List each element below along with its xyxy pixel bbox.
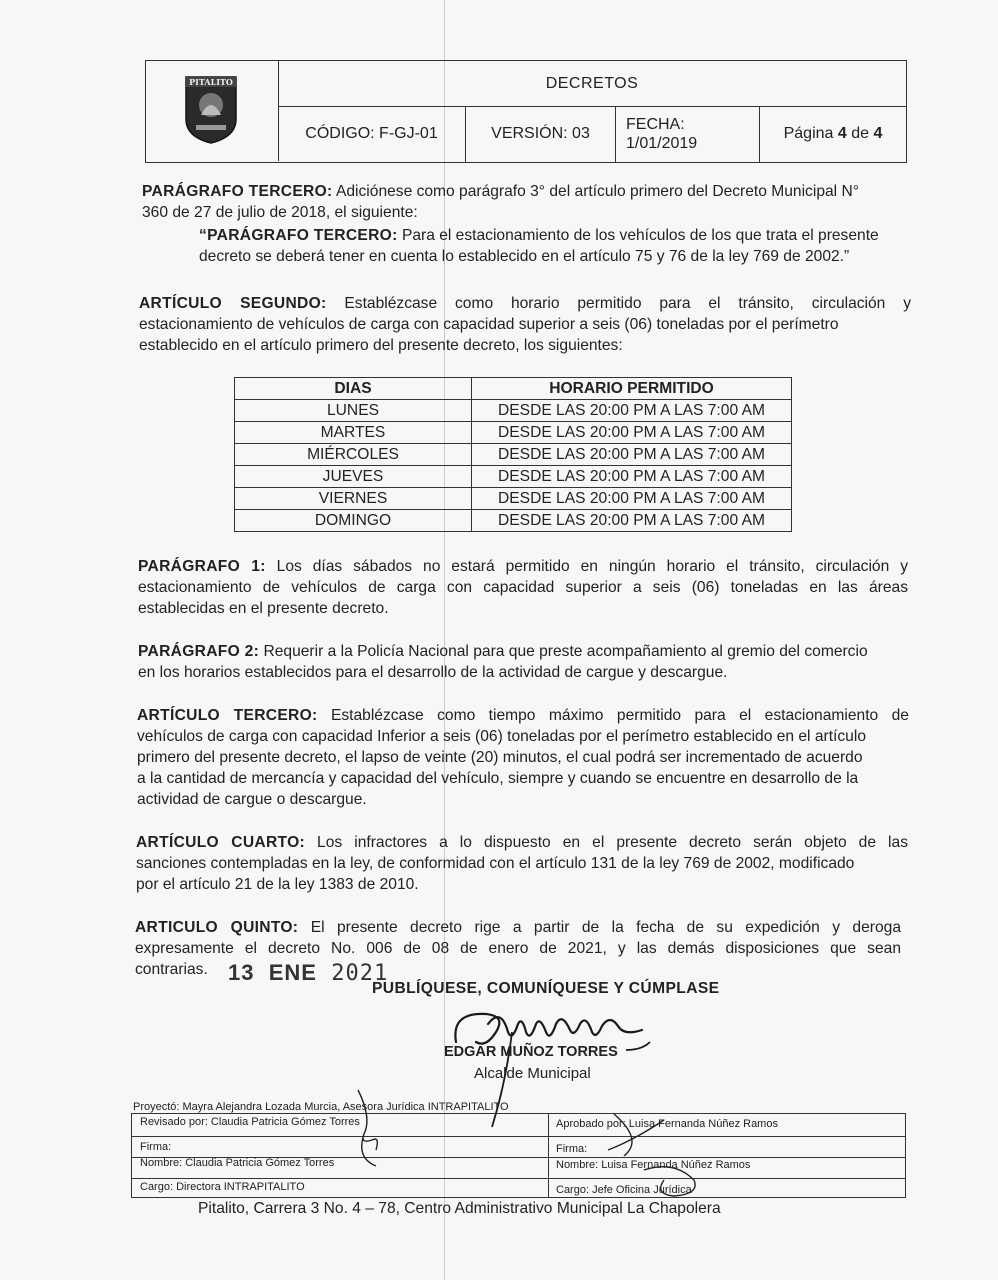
cargo-left: Cargo: Directora INTRAPITALITO xyxy=(140,1181,305,1193)
paragrafo-1-line1: Los días sábados no estará permitido en ningún horario el tránsito, circulación y xyxy=(265,558,908,575)
schedule-table xyxy=(234,377,792,532)
articulo-cuarto-line1: Los infractores a lo dispuesto en el presente decreto serán objeto de las xyxy=(305,834,908,851)
paragrafo-2-heading: PARÁGRAFO 2: xyxy=(138,643,260,660)
articulo-quinto-heading: ARTICULO QUINTO: xyxy=(135,919,299,936)
logo-text: PITALITO xyxy=(189,77,233,87)
pagina-number: 4 xyxy=(837,125,847,142)
col-horario: HORARIO PERMITIDO xyxy=(472,378,792,400)
fecha-value: 1/01/2019 xyxy=(626,135,698,152)
articulo-quinto-line3: contrarias. xyxy=(135,961,208,978)
signatory-role: Alcalde Municipal xyxy=(474,1065,591,1082)
paragrafo-1-heading: PARÁGRAFO 1: xyxy=(138,558,266,575)
codigo-cell: CÓDIGO: F-GJ-01 xyxy=(278,106,466,162)
paragrafo-2-line1: Requerir a la Policía Nacional para que preste acompañamiento al gremio del comercio xyxy=(259,643,868,660)
horario-cell: DESDE LAS 20:00 PM A LAS 7:00 AM xyxy=(472,422,792,444)
col-dias: DIAS xyxy=(235,378,472,400)
version-cell: VERSIÓN: 03 xyxy=(466,106,616,162)
articulo-tercero-heading: ARTÍCULO TERCERO: xyxy=(137,707,318,724)
articulo-cuarto-heading: ARTÍCULO CUARTO: xyxy=(136,834,306,851)
horario-cell: DESDE LAS 20:00 PM A LAS 7:00 AM xyxy=(472,466,792,488)
paragrafo-1-line2: estacionamiento de vehículos de carga con capacidad superior a seis (06) toneladas en las áreas xyxy=(138,579,908,596)
horario-cell: DESDE LAS 20:00 PM A LAS 7:00 AM xyxy=(472,400,792,422)
articulo-segundo-line2: estacionamiento de vehículos de carga con capacidad superior a seis (06) toneladas por el perímetro xyxy=(139,316,839,333)
articulo-segundo-line3: establecido en el artículo primero del presente decreto, los siguientes: xyxy=(139,337,623,354)
articulo-tercero-line1: Establézcase como tiempo máximo permitido para el estacionamiento de xyxy=(317,707,909,724)
articulo-cuarto-line3: por el artículo 21 de la ley 1383 de 2010. xyxy=(136,876,419,893)
articulo-tercero xyxy=(137,705,909,810)
paragrafo-tercero-line2: 360 de 27 de julio de 2018, el siguiente: xyxy=(142,204,418,221)
quote-line1: Para el estacionamiento de los vehículos de los que trata el presente xyxy=(397,227,879,244)
paragrafo-tercero xyxy=(142,181,912,267)
quote-line2: decreto se deberá tener en cuenta lo establecido en el artículo 75 y 76 de la ley 769 de 2002.” xyxy=(199,248,850,265)
pagina-mid: de xyxy=(846,125,874,142)
table-row xyxy=(235,510,792,532)
articulo-tercero-line5: actividad de cargue o descargue. xyxy=(137,791,367,808)
articulo-segundo-heading: ARTÍCULO SEGUNDO: xyxy=(139,295,327,312)
fecha-label: FECHA: xyxy=(626,116,685,133)
dia-cell: MARTES xyxy=(235,422,472,444)
stamp-day: 13 xyxy=(228,960,255,985)
table-row xyxy=(235,422,792,444)
revisado-label: Revisado por: Claudia Patricia Gómez Torres xyxy=(140,1116,360,1128)
articulo-tercero-line2: vehículos de carga con capacidad Inferior a seis (06) toneladas por el perímetro establecido en el artículo xyxy=(137,728,866,745)
articulo-segundo-line1: Establézcase como horario permitido para el tránsito, circulación y xyxy=(326,295,911,312)
document-title: DECRETOS xyxy=(278,61,906,107)
horario-cell: DESDE LAS 20:00 PM A LAS 7:00 AM xyxy=(472,488,792,510)
proyecto-line: Proyectó: Mayra Alejandra Lozada Murcia, Asesora Jurídica INTRAPITALITO xyxy=(133,1101,509,1113)
approval-rule xyxy=(132,1136,905,1137)
table-row xyxy=(235,444,792,466)
articulo-tercero-line3: primero del presente decreto, el lapso de veinte (20) minutos, el cual podrá ser incrementado de acuerdo xyxy=(137,749,863,766)
schedule-header-row xyxy=(235,378,792,400)
articulo-tercero-line4: a la cantidad de mercancía y capacidad del vehículo, siempre y cuando se encuentre en desarrollo de la xyxy=(137,770,859,787)
nombre-left: Nombre: Claudia Patricia Gómez Torres xyxy=(140,1157,335,1169)
dia-cell: JUEVES xyxy=(235,466,472,488)
table-row xyxy=(235,488,792,510)
fecha-cell xyxy=(616,106,760,162)
articulo-cuarto-line2: sanciones contempladas en la ley, de conformidad con el artículo 131 de la ley 769 de 2002, modificado xyxy=(136,855,855,872)
paragrafo-1-line3: establecidas en el presente decreto. xyxy=(138,600,389,617)
pagina-prefix: Página xyxy=(783,125,838,142)
cargo-right: Cargo: Jefe Oficina Jurídica xyxy=(556,1184,692,1196)
dia-cell: VIERNES xyxy=(235,488,472,510)
firma-left: Firma: xyxy=(140,1141,172,1153)
articulo-quinto-line2: expresamente el decreto No. 006 de 08 de enero de 2021, y las demás disposiciones que sean xyxy=(135,940,901,957)
revisor-signature-icon xyxy=(350,1088,390,1168)
document-header xyxy=(145,60,907,163)
approval-table xyxy=(131,1113,906,1198)
closing-statement: PUBLÍQUESE, COMUNÍQUESE Y CÚMPLASE xyxy=(372,980,720,997)
nombre-right: Nombre: Luisa Fernanda Núñez Ramos xyxy=(556,1159,751,1171)
pagina-cell xyxy=(760,106,906,162)
aprobador-signature-icon xyxy=(604,1110,714,1200)
aprobado-label: Aprobado por: Luisa Fernanda Núñez Ramos xyxy=(556,1118,778,1130)
paragrafo-2 xyxy=(138,641,910,683)
horario-cell: DESDE LAS 20:00 PM A LAS 7:00 AM xyxy=(472,510,792,532)
table-row xyxy=(235,400,792,422)
articulo-quinto-line1: El presente decreto rige a partir de la fecha de su expedición y deroga xyxy=(298,919,901,936)
paragrafo-2-line2: en los horarios establecidos para el desarrollo de la actividad de cargue y descargue. xyxy=(138,664,728,681)
dia-cell: DOMINGO xyxy=(235,510,472,532)
stamp-year: 2021 xyxy=(331,961,389,986)
pagina-total: 4 xyxy=(873,125,883,142)
signatory-name: EDGAR MUÑOZ TORRES xyxy=(444,1044,618,1060)
approval-rule xyxy=(132,1178,905,1179)
table-row xyxy=(235,466,792,488)
horario-cell: DESDE LAS 20:00 PM A LAS 7:00 AM xyxy=(472,444,792,466)
firma-right: Firma: xyxy=(556,1143,588,1155)
quote-heading: “PARÁGRAFO TERCERO: xyxy=(199,227,398,244)
articulo-segundo xyxy=(139,293,911,356)
paragrafo-tercero-heading: PARÁGRAFO TERCERO: xyxy=(142,183,333,200)
paragrafo-1 xyxy=(138,556,908,619)
dia-cell: MIÉRCOLES xyxy=(235,444,472,466)
articulo-cuarto xyxy=(136,832,908,895)
date-stamp xyxy=(228,960,388,986)
dia-cell: LUNES xyxy=(235,400,472,422)
logo-cell xyxy=(146,61,279,161)
footer-address: Pitalito, Carrera 3 No. 4 – 78, Centro Administrativo Municipal La Chapolera xyxy=(198,1200,721,1217)
approval-divider xyxy=(548,1114,549,1197)
paragrafo-tercero-line1: Adiciónese como parágrafo 3° del artículo primero del Decreto Municipal N° xyxy=(332,183,859,200)
stamp-month: ENE xyxy=(268,960,317,985)
